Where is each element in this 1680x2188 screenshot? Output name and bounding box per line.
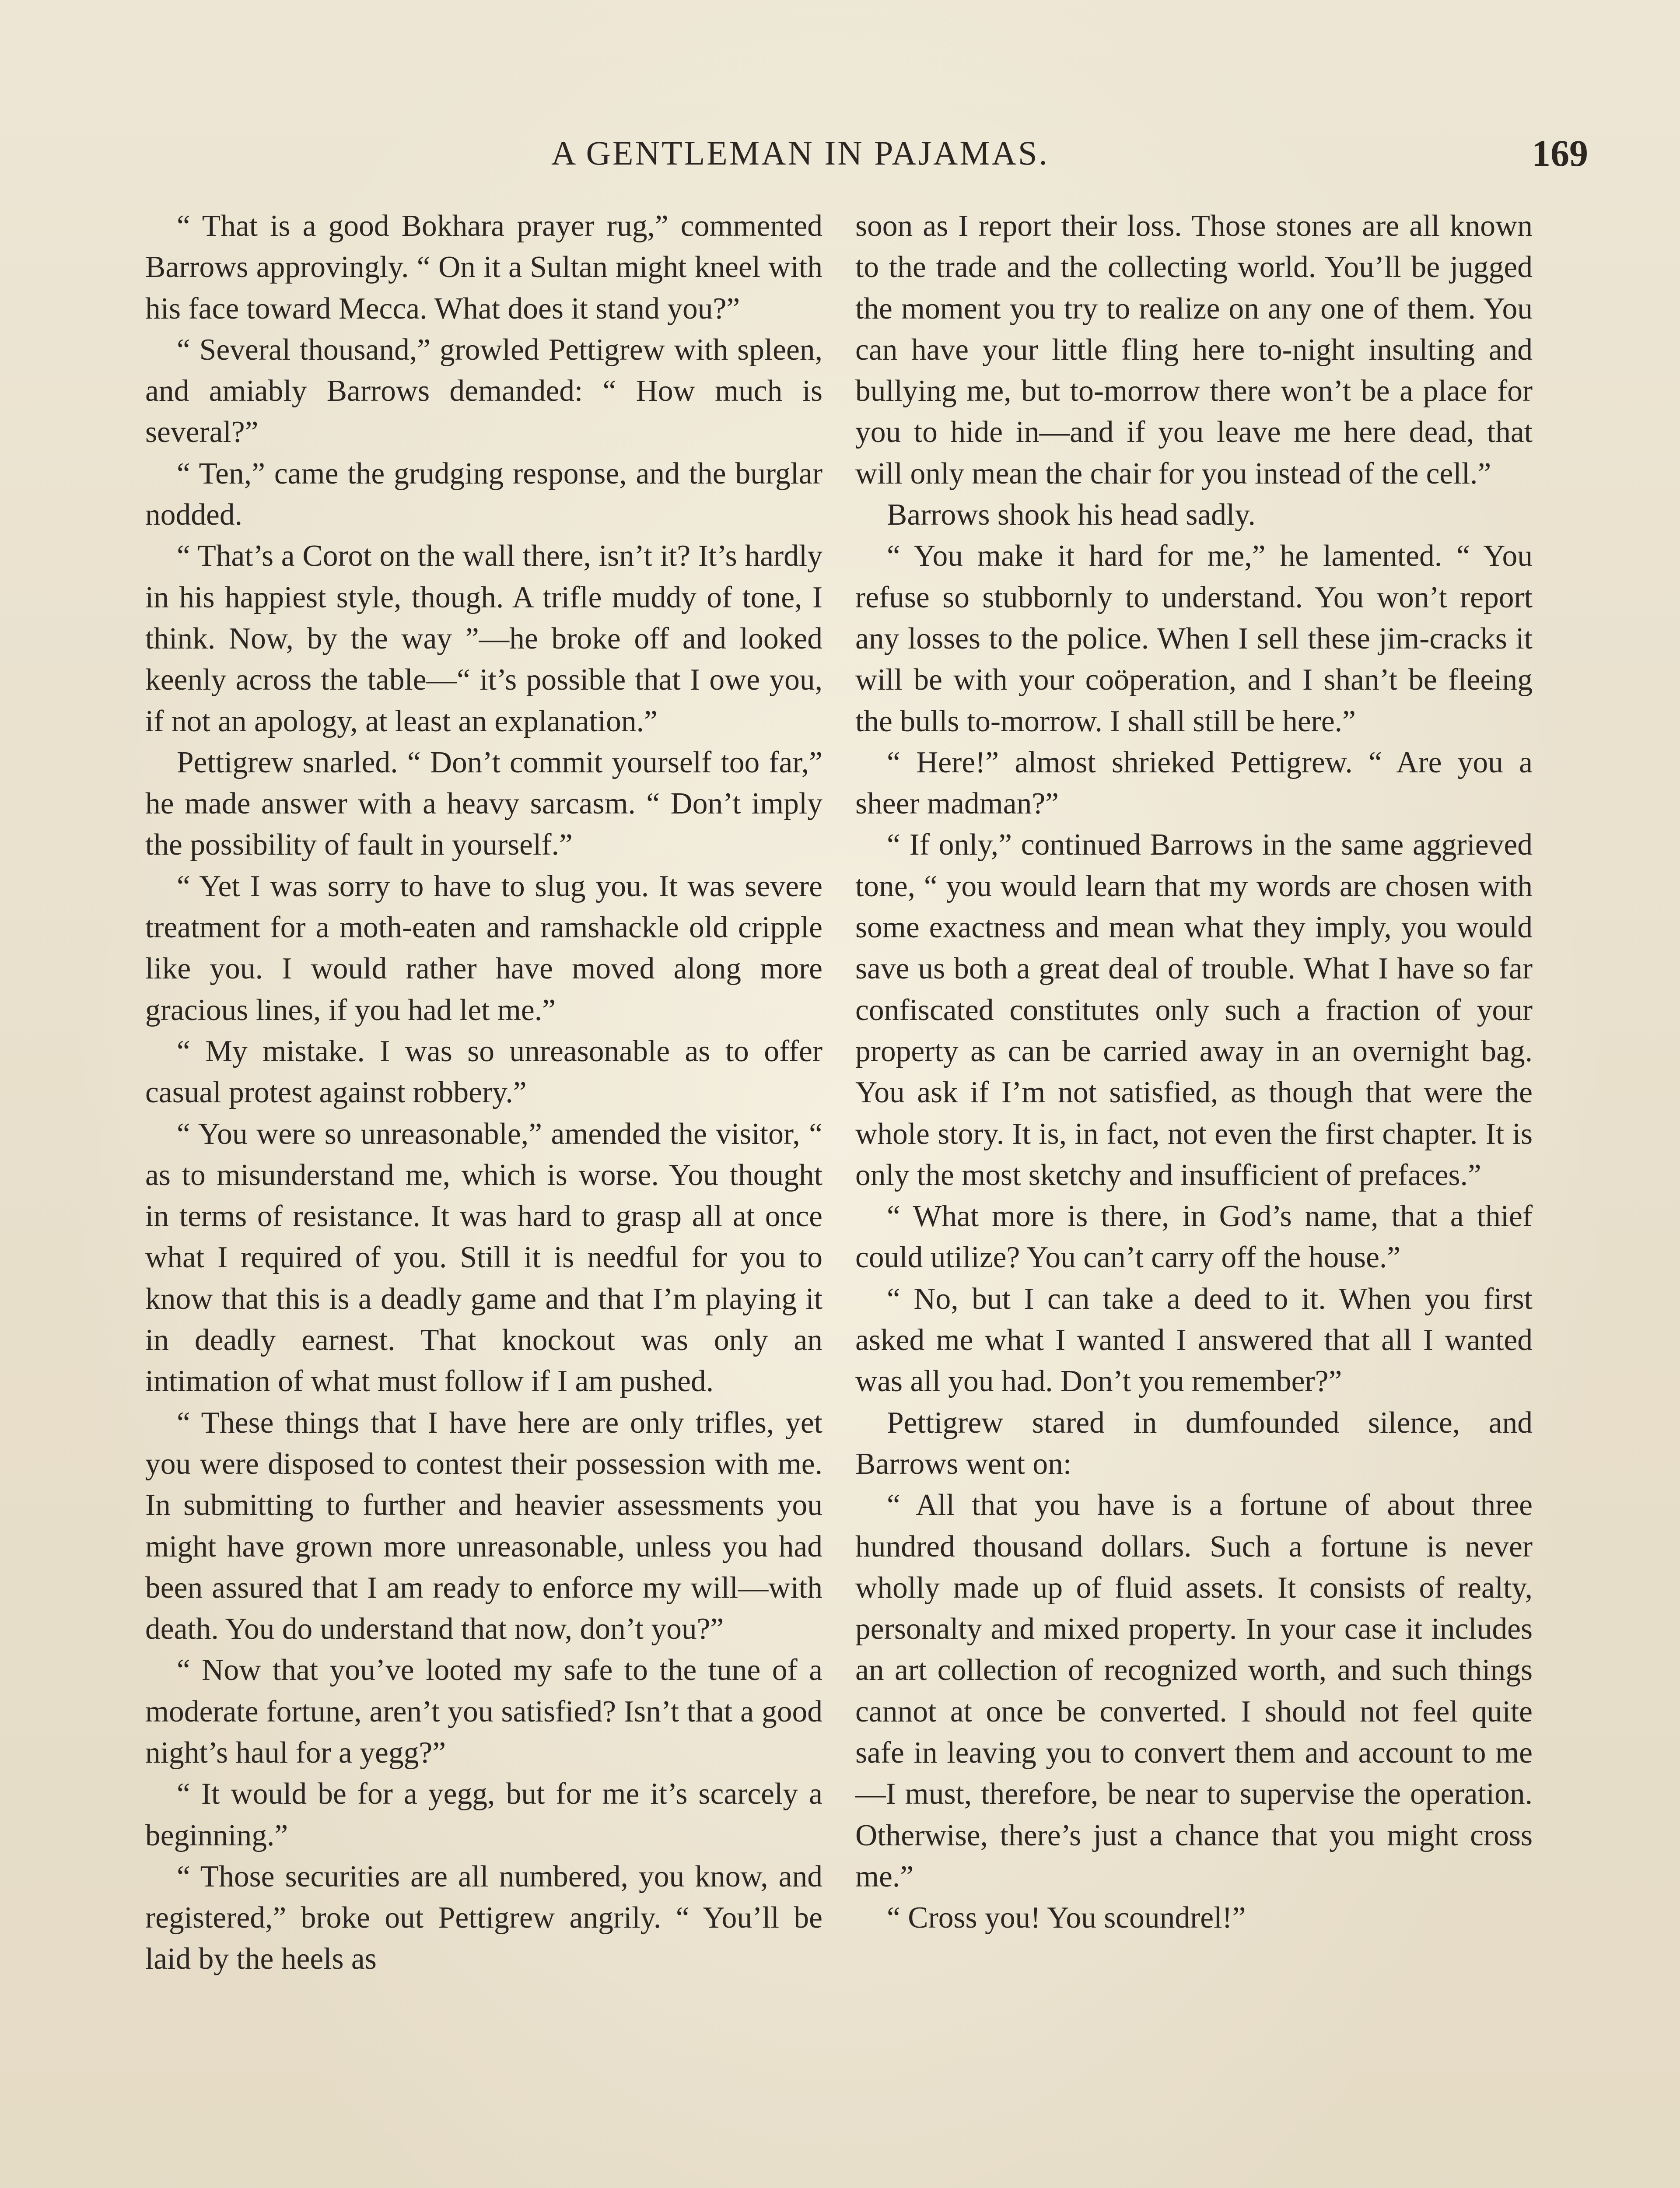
paragraph: “ That is a good Bokhara prayer rug,” commented Barrows approvingly. “ On it a Sultan might kneel with his face toward Mecca. What does it stand you?”	[145, 209, 822, 326]
paragraph: “ Those securities are all numbered, you know, and registered,” broke out Pettigrew angrily. “ You’ll be laid by the heels as	[145, 1859, 822, 1976]
paragraph: “ You make it hard for me,” he lamented. “ You refuse so stubbornly to understand. You won’t report any losses to the police. When I sell these jim-cracks it will be with your coöperation, and I shan’t be fleeing the bulls to-morrow. I shall still be here.”	[855, 539, 1533, 738]
paragraph: “ Cross you! You scoundrel!”	[887, 1901, 1246, 1935]
paragraph-continued: soon as I report their loss. Those stones are all known to the trade and the collecting world. You’ll be jugged the moment you try to realize on any one of them. You can have your little fling here to-night insulting and bullying me, but to-morrow there won’t be a place for you to hide in—and if you leave me here dead, that will only mean the chair for you instead of the cell.”	[855, 209, 1533, 491]
paragraph: “ These things that I have here are only trifles, yet you were disposed to contest their possession with me. In submitting to further and heavier assessments you might have grown more unreasonable, unless you had been assured that I am ready to enforce my will—with death. You do understand that now, don’t you?”	[145, 1406, 822, 1646]
paragraph: Pettigrew snarled. “ Don’t commit yourself too far,” he made answer with a heavy sarcasm. “ Don’t imply the possibility of fault in yourself.”	[145, 745, 822, 862]
paragraph: “ It would be for a yegg, but for me it’s scarcely a beginning.”	[145, 1777, 822, 1852]
paragraph: “ That’s a Corot on the wall there, isn’t it? It’s hardly in his happiest style, though. A trifle muddy of tone, I think. Now, by the way ”—he broke off and looked keenly across the table—“ it’s possible that I owe you, if not an apology, at least an explanation.”	[145, 539, 822, 738]
paragraph: Barrows shook his head sadly.	[887, 498, 1256, 532]
paragraph: “ Yet I was sorry to have to slug you. It was severe treatment for a moth-eaten and ramshackle old cripple like you. I would rather have moved along more gracious lines, if you had let me.”	[145, 869, 822, 1027]
page-number: 169	[1532, 132, 1588, 174]
paragraph: “ Here!” almost shrieked Pettigrew. “ Are you a sheer madman?”	[855, 745, 1533, 821]
right-column	[855, 206, 1533, 2188]
paragraph: “ What more is there, in God’s name, that a thief could utilize? You can’t carry off the house.”	[855, 1199, 1533, 1275]
paragraph: “ My mistake. I was so unreasonable as to offer casual protest against robbery.”	[145, 1034, 822, 1110]
running-title: A GENTLEMAN IN PAJAMAS.	[551, 134, 1049, 172]
paragraph: “ All that you have is a fortune of about three hundred thousand dollars. Such a fortune is never wholly made up of fluid assets. It consists of realty, personalty and mixed property. In your case it includes an art collection of recognized worth, and such things cannot at once be converted. I should not feel quite safe in leaving you to convert them and account to me—I must, therefore, be near to supervise the operation. Otherwise, there’s just a chance that you might cross me.”	[855, 1488, 1533, 1893]
paragraph: “ Now that you’ve looted my safe to the tune of a moderate fortune, aren’t you satisfied? Isn’t that a good night’s haul for a yegg?”	[145, 1653, 822, 1770]
paragraph: “ No, but I can take a deed to it. When you first asked me what I wanted I answered that all I wanted was all you had. Don’t you remember?”	[855, 1282, 1533, 1399]
paragraph: “ Several thousand,” growled Pettigrew with spleen, and amiably Barrows demanded: “ How much is several?”	[145, 333, 822, 449]
paragraph: Pettigrew stared in dumfounded silence, and Barrows went on:	[855, 1406, 1533, 1481]
left-column	[145, 206, 822, 2188]
paragraph: “ You were so unreasonable,” amended the visitor, “ as to misunderstand me, which is worse. You thought in terms of resistance. It was hard to grasp all at once what I required of you. Still it is needful for you to know that this is a deadly game and that I’m playing it in deadly earnest. That knockout was only an intimation of what must follow if I am pushed.	[145, 1117, 822, 1399]
page-header	[538, 127, 1588, 179]
paragraph: “ Ten,” came the grudging response, and the burglar nodded.	[145, 456, 822, 532]
paragraph: “ If only,” continued Barrows in the same aggrieved tone, “ you would learn that my words are chosen with some exactness and mean what they imply, you would save us both a great deal of trouble. What I have so far confiscated constitutes only such a fraction of your property as can be carried away in an overnight bag. You ask if I’m not satisfied, as though that were the whole story. It is, in fact, not even the first chapter. It is only the most sketchy and insufficient of prefaces.”	[855, 828, 1533, 1192]
